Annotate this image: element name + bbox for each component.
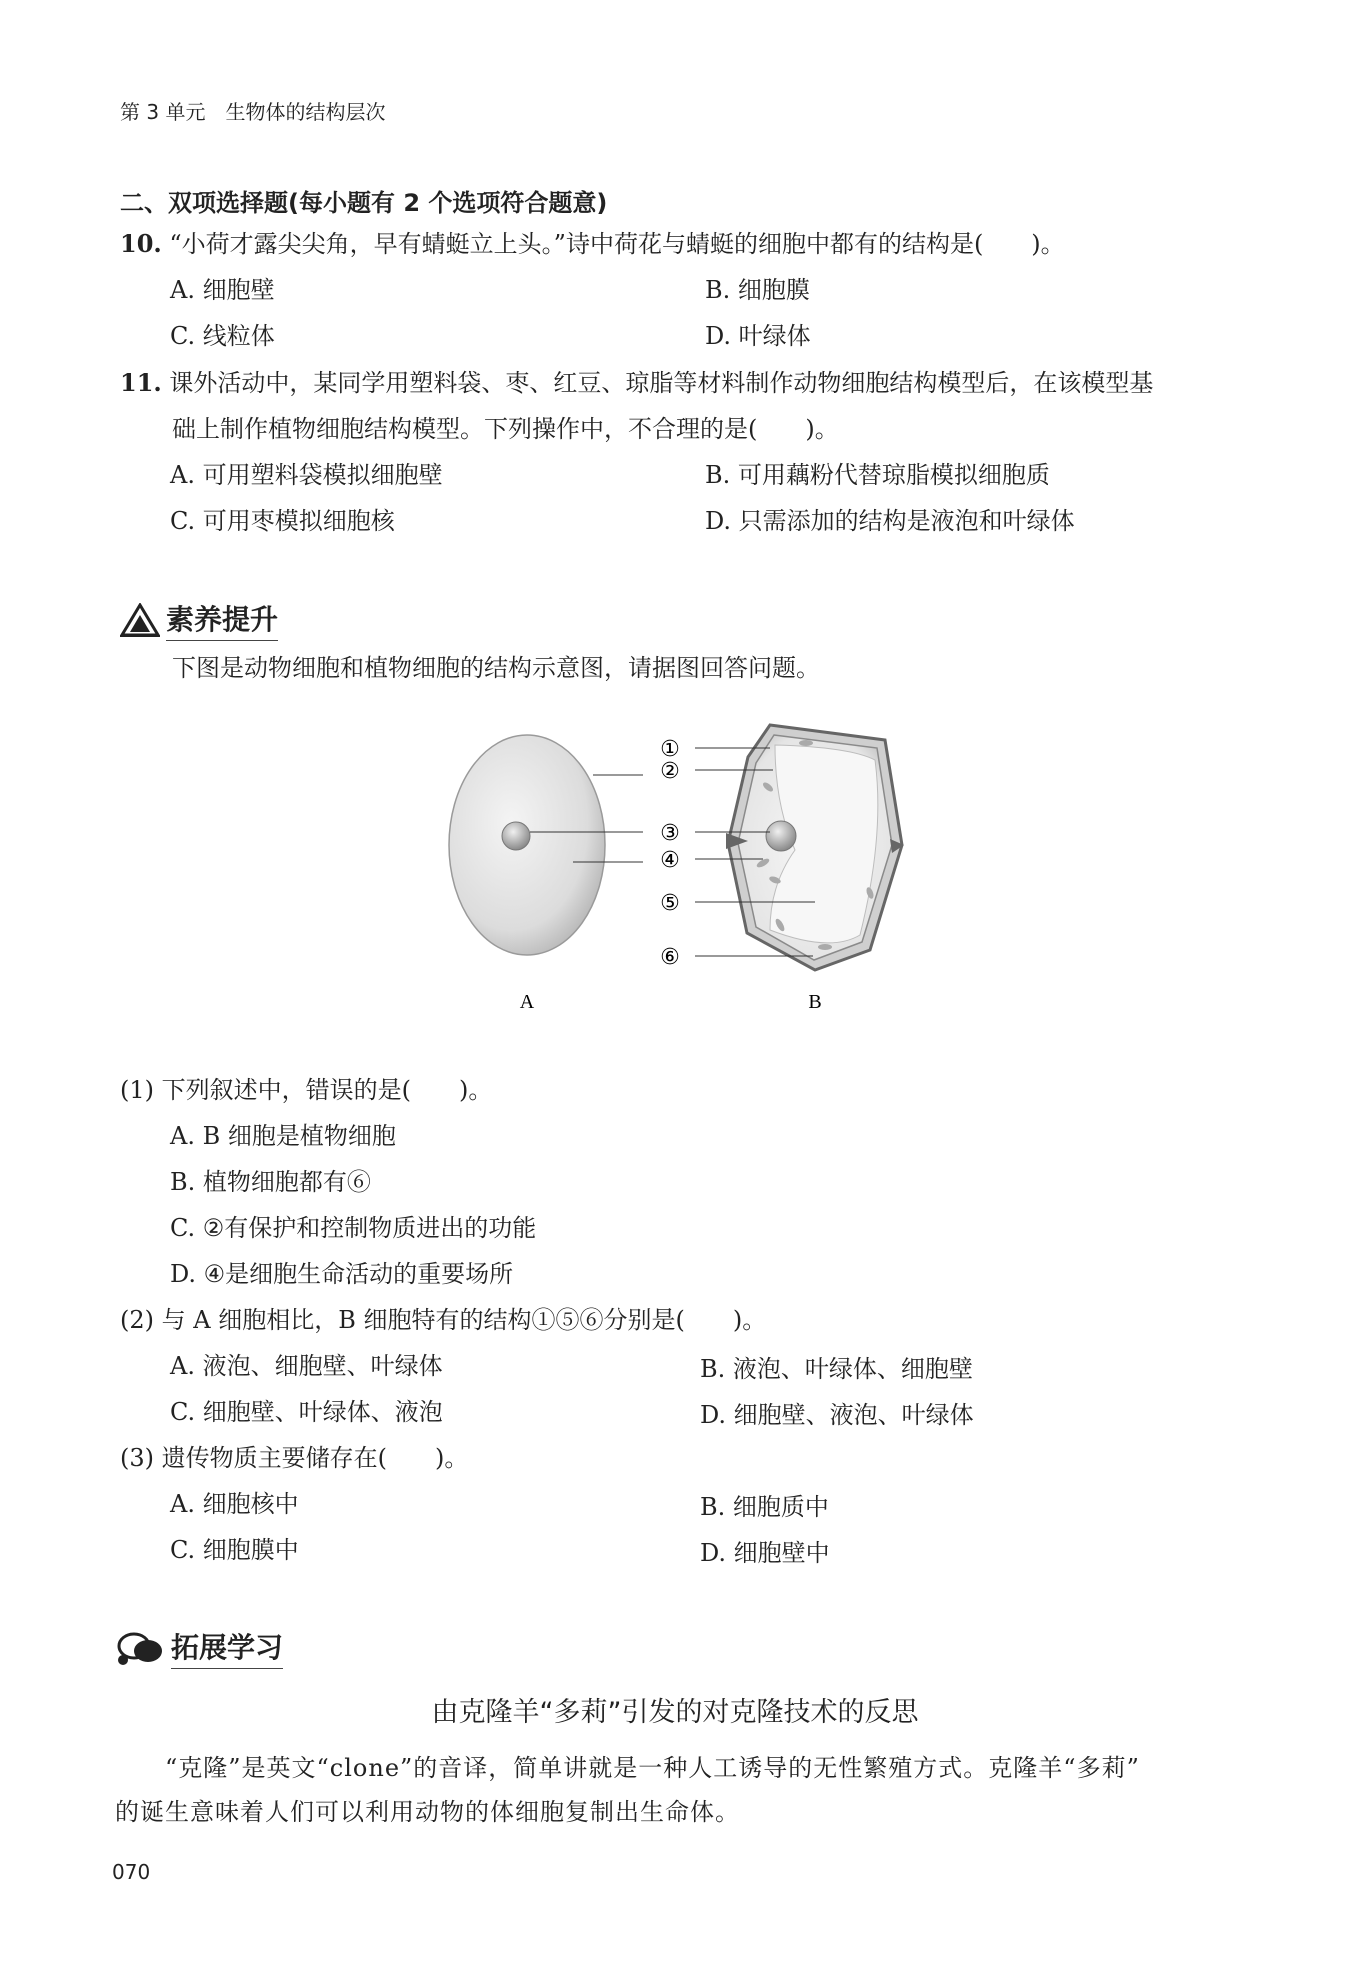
question-text: “小荷才露尖尖角，早有蜻蜓立上头。”诗中荷花与蜻蜓的细胞中都有的结构是( )。 xyxy=(169,230,1065,258)
banner-title: 拓展学习 xyxy=(171,1626,283,1669)
sub1-option-d[interactable]: D. ④是细胞生命活动的重要场所 xyxy=(170,1260,514,1288)
label-6: ⑥ xyxy=(660,945,680,970)
question-number: 10. xyxy=(120,229,162,258)
triangle-icon xyxy=(120,603,160,637)
sub3-option-b[interactable]: B. 细胞质中 xyxy=(700,1493,829,1521)
question-10 xyxy=(120,228,1065,260)
sub1-option-b[interactable]: B. 植物细胞都有⑥ xyxy=(170,1168,371,1196)
cell-diagram xyxy=(430,715,930,1020)
subquestion-2: (2) 与 A 细胞相比，B 细胞特有的结构①⑤⑥分别是( )。 xyxy=(120,1306,767,1334)
plant-cell xyxy=(726,725,904,970)
sub3-option-c[interactable]: C. 细胞膜中 xyxy=(170,1536,299,1564)
speech-bubbles-icon xyxy=(115,1630,165,1666)
figure-intro: 下图是动物细胞和植物细胞的结构示意图，请据图回答问题。 xyxy=(172,654,820,682)
label-4: ④ xyxy=(660,848,680,873)
sub2-option-d[interactable]: D. 细胞壁、液泡、叶绿体 xyxy=(700,1401,974,1429)
q11-option-b[interactable]: B. 可用藕粉代替琼脂模拟细胞质 xyxy=(705,461,1050,489)
page-header: 第 3 单元 生物体的结构层次 xyxy=(120,100,386,124)
article-paragraph-line1: “克隆”是英文“clone”的音译，简单讲就是一种人工诱导的无性繁殖方式。克隆羊“多莉” xyxy=(165,1754,1140,1782)
animal-cell xyxy=(449,735,605,955)
sub3-option-d[interactable]: D. 细胞壁中 xyxy=(700,1539,830,1567)
sub3-option-a[interactable]: A. 细胞核中 xyxy=(170,1490,299,1518)
label-1: ① xyxy=(660,737,680,762)
tuozhan-banner xyxy=(115,1626,283,1669)
q10-option-c[interactable]: C. 线粒体 xyxy=(170,322,275,350)
q10-option-a[interactable]: A. 细胞壁 xyxy=(170,276,275,304)
question-text-line2: 础上制作植物细胞结构模型。下列操作中，不合理的是( )。 xyxy=(172,415,839,443)
q11-option-a[interactable]: A. 可用塑料袋模拟细胞壁 xyxy=(170,461,443,489)
q11-option-c[interactable]: C. 可用枣模拟细胞核 xyxy=(170,507,395,535)
article-paragraph-line2: 的诞生意味着人们可以利用动物的体细胞复制出生命体。 xyxy=(115,1798,740,1826)
sub1-option-c[interactable]: C. ②有保护和控制物质进出的功能 xyxy=(170,1214,537,1242)
article-title: 由克隆羊“多莉”引发的对克隆技术的反思 xyxy=(431,1697,919,1728)
sub2-option-a[interactable]: A. 液泡、细胞壁、叶绿体 xyxy=(170,1352,443,1380)
cell-a-label: A xyxy=(519,991,535,1013)
subquestion-1: (1) 下列叙述中，错误的是( )。 xyxy=(120,1076,493,1104)
sub1-option-a[interactable]: A. B 细胞是植物细胞 xyxy=(170,1122,396,1150)
label-2: ② xyxy=(660,759,680,784)
page-number: 070 xyxy=(112,1860,151,1884)
question-text-line1: 课外活动中，某同学用塑料袋、枣、红豆、琼脂等材料制作动物细胞结构模型后，在该模型基 xyxy=(169,369,1154,397)
q11-option-d[interactable]: D. 只需添加的结构是液泡和叶绿体 xyxy=(705,507,1075,535)
q10-option-b[interactable]: B. 细胞膜 xyxy=(705,276,810,304)
suyang-banner xyxy=(120,598,278,641)
label-3: ③ xyxy=(660,821,680,846)
q10-option-d[interactable]: D. 叶绿体 xyxy=(705,322,811,350)
question-number: 11. xyxy=(120,368,162,397)
label-5: ⑤ xyxy=(660,891,680,916)
banner-title: 素养提升 xyxy=(166,598,278,641)
sub2-option-c[interactable]: C. 细胞壁、叶绿体、液泡 xyxy=(170,1398,443,1426)
question-11 xyxy=(120,367,1153,399)
section-title: 二、双项选择题(每小题有 2 个选项符合题意) xyxy=(120,189,608,217)
cell-b-label: B xyxy=(808,991,822,1013)
sub2-option-b[interactable]: B. 液泡、叶绿体、细胞壁 xyxy=(700,1355,973,1383)
subquestion-3: (3) 遗传物质主要储存在( )。 xyxy=(120,1444,469,1472)
